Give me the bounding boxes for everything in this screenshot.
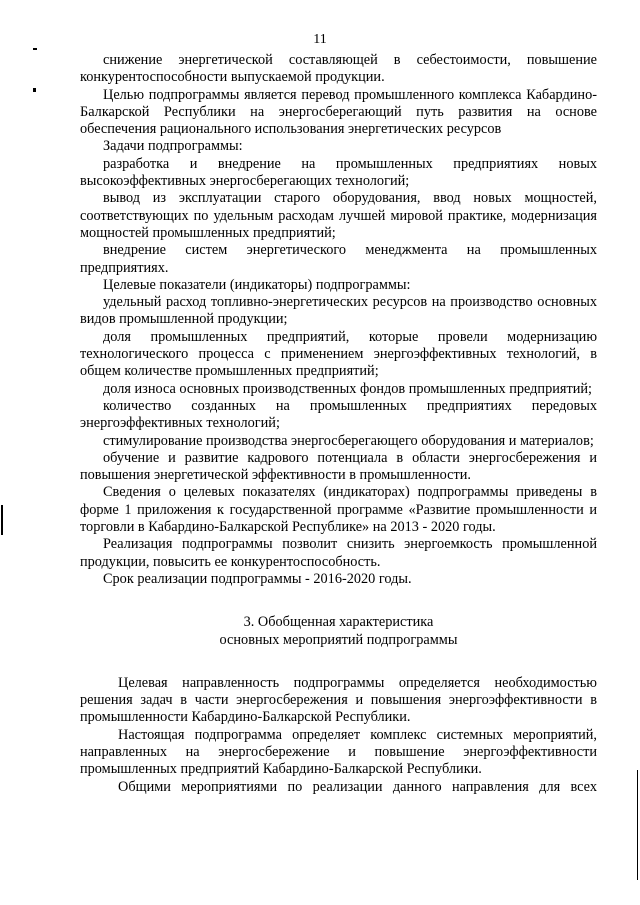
paragraph: Срок реализации подпрограммы - 2016-2020 годы. xyxy=(103,570,412,587)
paragraph: доля промышленных предприятий, которые провели модернизацию технологического процесса с применением энергоэффективных технологий, в общем количестве промышленных предприятий; xyxy=(80,328,597,380)
scan-mark xyxy=(33,88,36,92)
paragraph: Сведения о целевых показателях (индикаторах) подпрограммы приведены в форме 1 приложения к государственной программе «Развитие промышленности и торговли в Кабардино-Балкарской Республике» на 2013 - 2020 годы. xyxy=(80,484,597,536)
paragraph: количество созданных на промышленных предприятиях передовых энергоэффективных технологий; xyxy=(80,397,597,432)
paragraph: Целью подпрограммы является перевод промышленного комплекса Кабардино-Балкарской Республики на энергосберегающий путь развития на основе обеспечения рационального использования энергетических ресурсов xyxy=(80,86,597,138)
paragraph: Целевая направленность подпрограммы определяется необходимостью решения задач в части энергосбережения и повышения энергоэффективности в промышленности Кабардино-Балкарской Республики. xyxy=(80,674,597,726)
scan-mark xyxy=(1,505,3,535)
paragraph: вывод из эксплуатации старого оборудования, ввод новых мощностей, соответствующих по удельным расходам лучшей мировой практике, модернизация мощностей промышленных предприятий; xyxy=(80,190,597,241)
scan-mark xyxy=(637,770,638,880)
paragraph: снижение энергетической составляющей в себестоимости, повышение конкурентоспособности выпускаемой продукции. xyxy=(80,52,597,86)
paragraph: разработка и внедрение на промышленных предприятиях новых высокоэффективных энергосберегающих технологий; xyxy=(80,155,597,190)
paragraph: удельный расход топливно-энергетических ресурсов на производство основных видов промышленной продукции; xyxy=(80,294,597,328)
paragraph: Целевые показатели (индикаторы) подпрограммы: xyxy=(103,276,411,293)
page-number: 11 xyxy=(313,32,327,47)
section-heading xyxy=(80,614,597,649)
paragraph: обучение и развитие кадрового потенциала в области энергосбережения и повышения энергетической эффективности в промышленности. xyxy=(80,449,597,484)
paragraph: Реализация подпрограммы позволит снизить энергоемкость промышленной продукции, повысить ее конкурентоспособность. xyxy=(80,536,597,570)
paragraph: доля износа основных производственных фондов промышленных предприятий; xyxy=(103,380,592,397)
body-text xyxy=(80,52,597,796)
paragraph: Общими мероприятиями по реализации данного направления для всех xyxy=(118,778,597,795)
paragraph: Задачи подпрограммы: xyxy=(103,138,243,155)
paragraph: Настоящая подпрограмма определяет комплекс системных мероприятий, направленных на энергосбережение и повышение энергоэффективности промышленных предприятий Кабардино-Балкарской Республики. xyxy=(80,726,597,778)
scan-mark xyxy=(33,48,37,50)
section-heading-line: 3. Обобщенная характеристика xyxy=(243,614,434,631)
paragraph: внедрение систем энергетического менеджмента на промышленных предприятиях. xyxy=(80,242,597,276)
section-heading-line: основных мероприятий подпрограммы xyxy=(219,631,458,648)
paragraph: стимулирование производства энергосберегающего оборудования и материалов; xyxy=(103,432,594,449)
